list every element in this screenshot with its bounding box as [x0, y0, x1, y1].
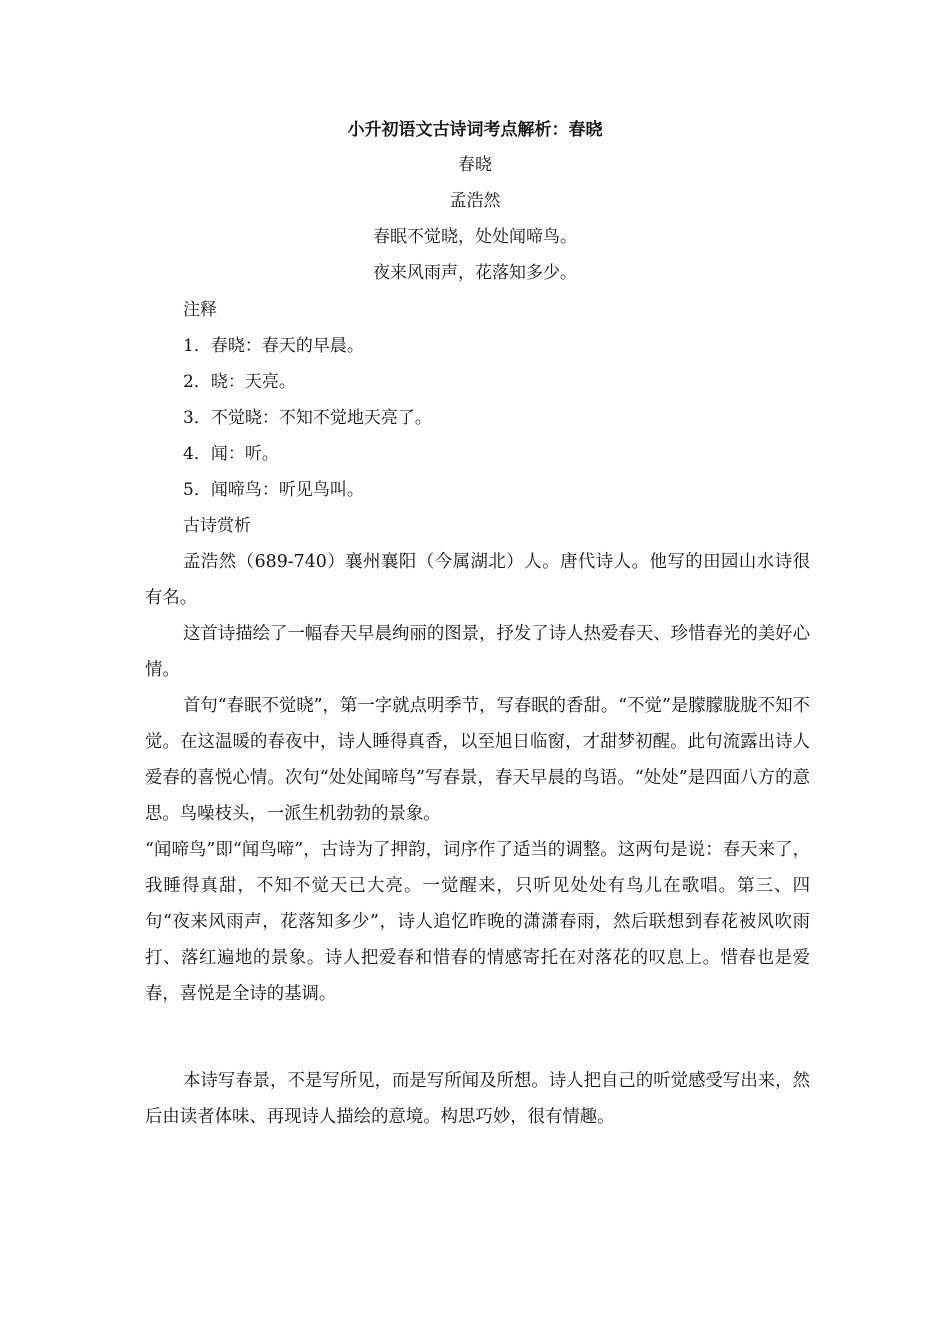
appreciation-paragraph-5: 本诗写春景，不是写所见，而是写所闻及所想。诗人把自己的听觉感受写出来，然后由读者体味、再现诗人描绘的意境。构思巧妙，很有情趣。: [145, 1071, 810, 1127]
notes-section: [183, 292, 432, 544]
note-item: 3．不觉晓：不知不觉地天亮了。: [183, 408, 432, 428]
appreciation-paragraph-2: 这首诗描绘了一幅春天早晨绚丽的图景，抒发了诗人热爱春天、珍惜春光的美好心情。: [145, 624, 810, 680]
appreciation-paragraph-4: “闻啼鸟”即“闻鸟啼”，古诗为了押韵，词序作了适当的调整。这两句是说：春天来了，我睡得真甜，不知不觉天已大亮。一觉醒来，只听见处处有鸟儿在歌唱。第三、四句“夜来风雨声，花落知多少”，诗人追忆昨晚的潇潇春雨，然后联想到春花被风吹雨打、落红遍地的景象。诗人把爱春和惜春的情感寄托在对落花的叹息上。惜春也是爱春，喜悦是全诗的基调。: [145, 840, 810, 1004]
note-item: 1．春晓：春天的早晨。: [183, 336, 364, 356]
appreciation-heading: 古诗赏析: [183, 516, 251, 536]
note-item: 2．晓：天亮。: [183, 372, 296, 392]
poem-author: 孟浩然: [449, 191, 501, 211]
note-item: 5．闻啼鸟：听见鸟叫。: [183, 480, 364, 500]
notes-heading: 注释: [183, 300, 217, 320]
document-title: 小升初语文古诗词考点解析：春晓: [347, 120, 603, 140]
poem-line-1: 春眠不觉晓，处处闻啼鸟。: [373, 227, 577, 247]
poem-name: 春晓: [458, 155, 492, 175]
poem-line-2: 夜来风雨声，花落知多少。: [373, 263, 577, 283]
note-item: 4．闻：听。: [183, 444, 279, 464]
appreciation-paragraph-3: 首句“春眠不觉晓”，第一字就点明季节，写春眠的香甜。“不觉”是朦朦胧胧不知不觉。在这温暖的春夜中，诗人睡得真香，以至旭日临窗，才甜梦初醒。此句流露出诗人爱春的喜悦心情。次句“处处闻啼鸟”写春景，春天早晨的鸟语。“处处”是四面八方的意思。鸟噪枝头，一派生机勃勃的景象。: [145, 696, 810, 824]
appreciation-paragraph-1: 孟浩然（689-740）襄州襄阳（今属湖北）人。唐代诗人。他写的田园山水诗很有名。: [145, 552, 810, 608]
